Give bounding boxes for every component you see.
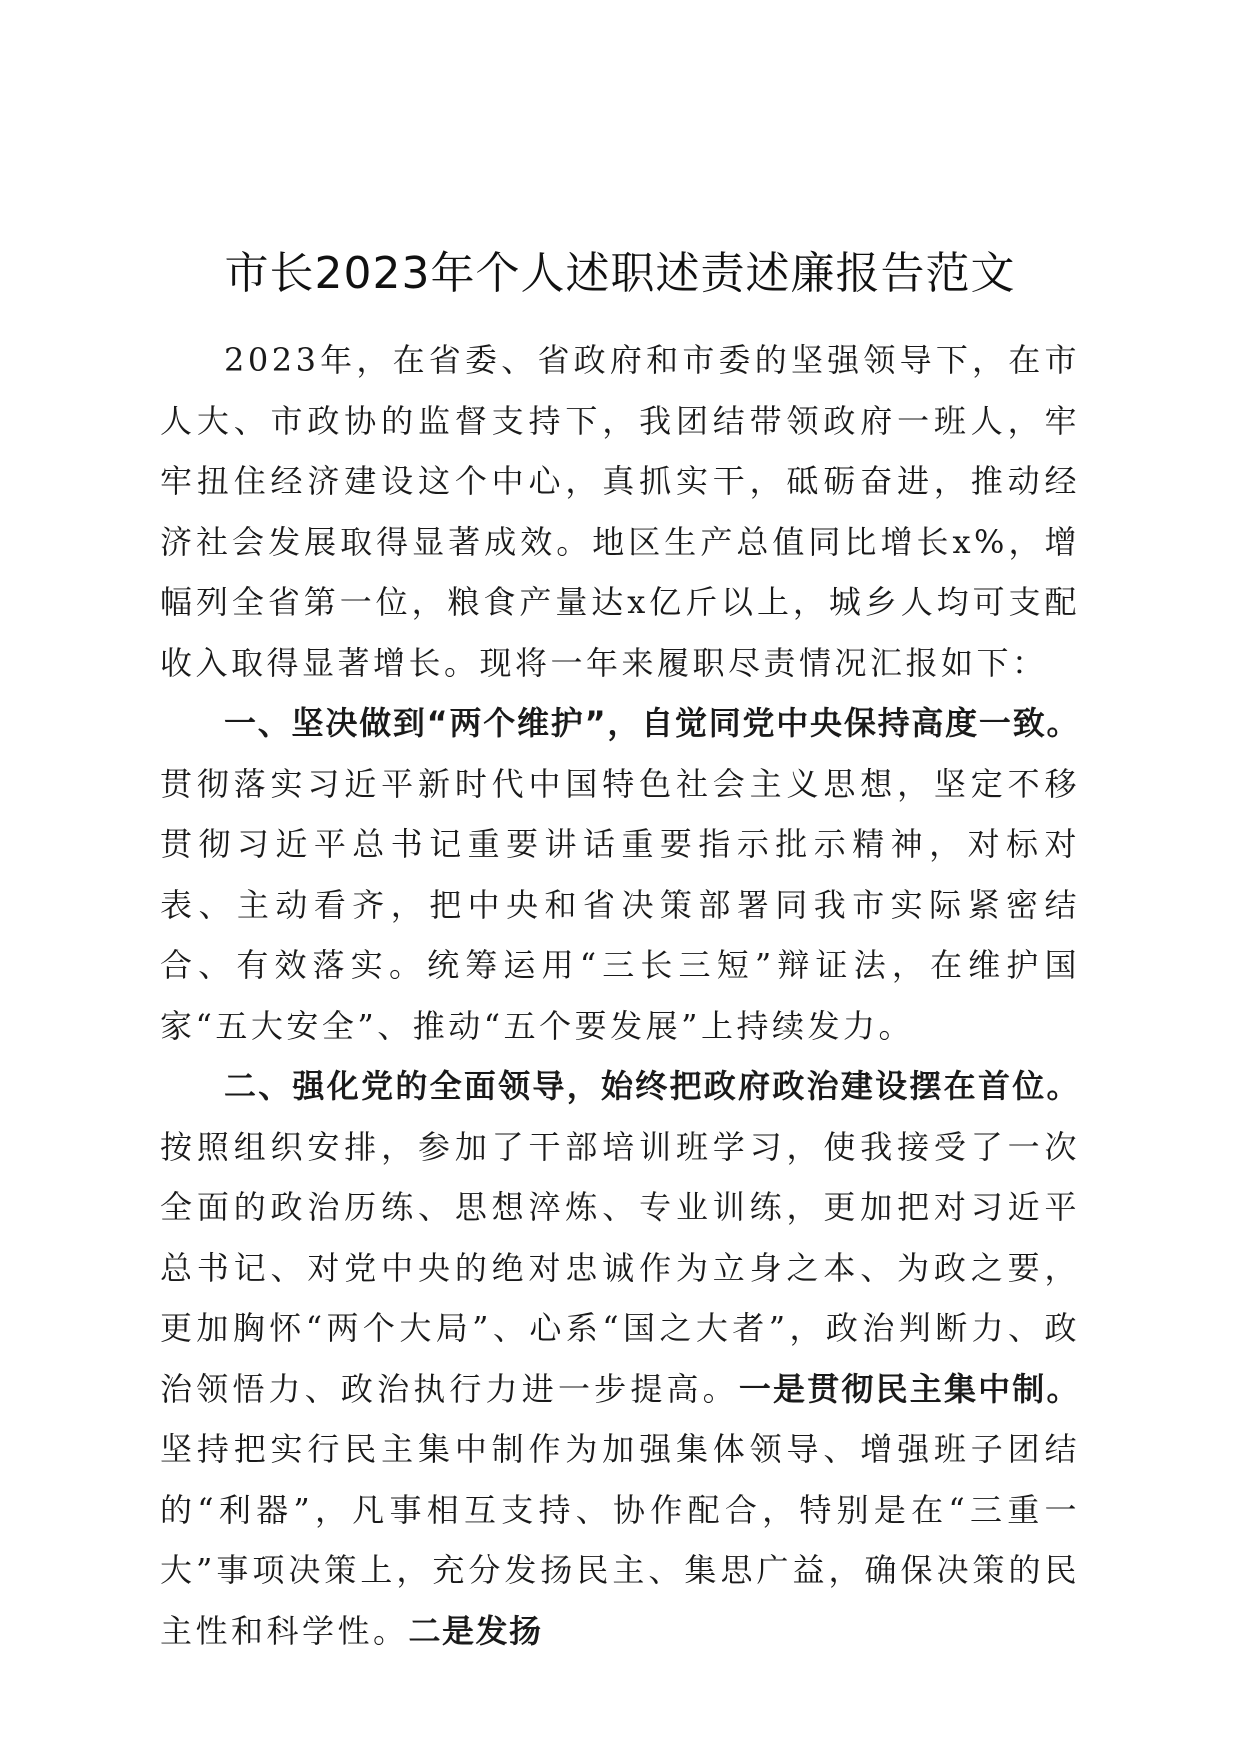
document-body <box>160 330 1080 1661</box>
section-1-paragraph <box>160 693 1080 1056</box>
point-1-label: 一是贯彻民主集中制。 <box>738 1369 1080 1408</box>
section-2-text: 按照组织安排，参加了干部培训班学习，使我接受了一次全面的政治历练、思想淬炼、专业训练，更加把对习近平总书记、对党中央的绝对忠诚作为立身之本、为政之要，更加胸怀“两个大局”、心系“国之大者”，政治判断力、政治领悟力、政治执行力进一步提高。 <box>160 1127 1080 1408</box>
point-2-label: 二是发扬 <box>408 1611 543 1650</box>
intro-text: 2023年，在省委、省政府和市委的坚强领导下，在市人大、市政协的监督支持下，我团结带领政府一班人，牢牢扭住经济建设这个中心，真抓实干，砥砺奋进，推动经济社会发展取得显著成效。地区生产总值同比增长x%，增幅列全省第一位，粮食产量达x亿斤以上，城乡人均可支配收入取得显著增长。现将一年来履职尽责情况汇报如下： <box>160 341 1080 682</box>
intro-paragraph <box>160 330 1080 693</box>
section-2-paragraph <box>160 1056 1080 1661</box>
document-title: 市长2023年个人述职述责述廉报告范文 <box>224 248 1016 299</box>
section-1-text: 贯彻落实习近平新时代中国特色社会主义思想，坚定不移贯彻习近平总书记重要讲话重要指示批示精神，对标对表、主动看齐，把中央和省决策部署同我市实际紧密结合、有效落实。统筹运用“三长三短”辩证法，在维护国家“五大安全”、推动“五个要发展”上持续发力。 <box>160 764 1080 1045</box>
section-1-heading: 一、坚决做到“两个维护”，自觉同党中央保持高度一致。 <box>224 704 1080 742</box>
point-1-text: 坚持把实行民主集中制作为加强集体领导、增强班子团结的“利器”，凡事相互支持、协作配合，特别是在“三重一大”事项决策上，充分发扬民主、集思广益，确保决策的民主性和科学性。 <box>160 1430 1080 1650</box>
section-2-heading: 二、强化党的全面领导，始终把政府政治建设摆在首位。 <box>224 1067 1080 1105</box>
